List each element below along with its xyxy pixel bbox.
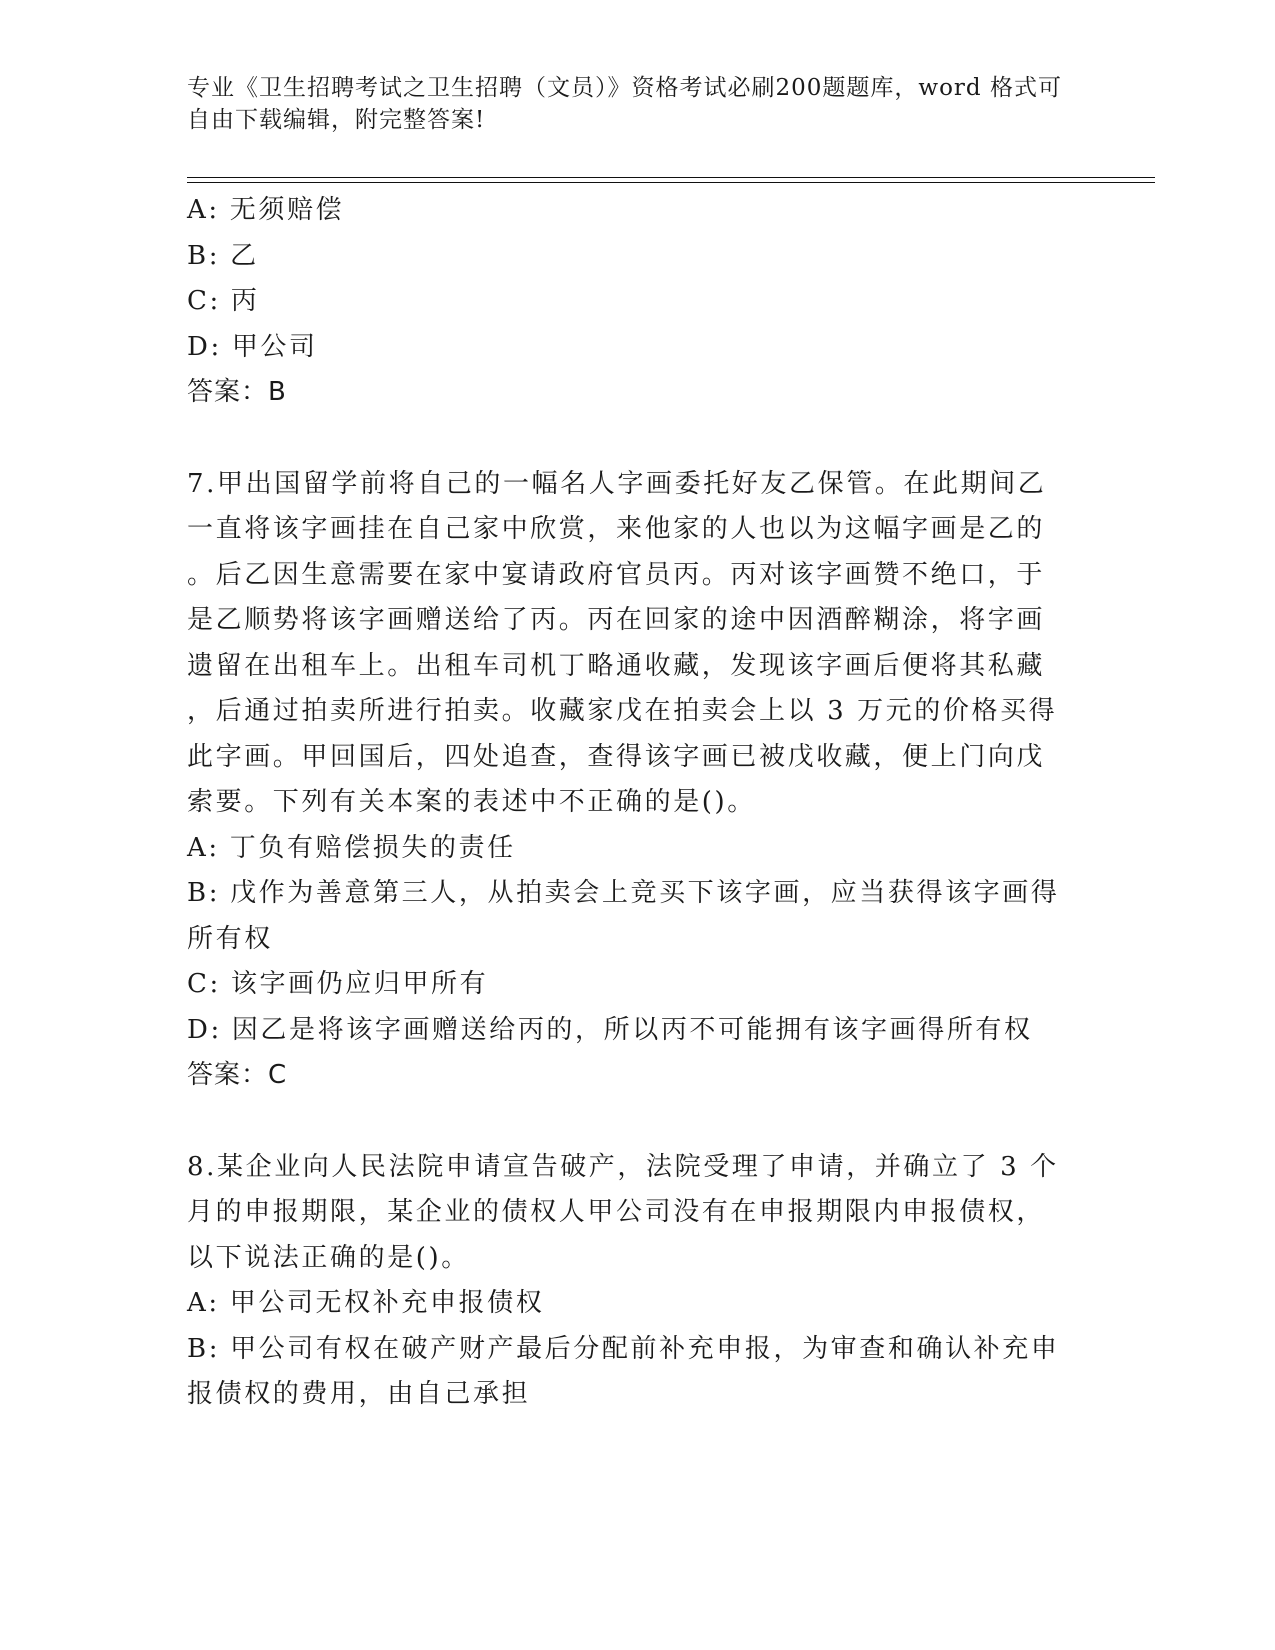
question-8 bbox=[187, 1145, 1077, 1418]
option-text: 甲公司 bbox=[231, 331, 318, 362]
header-rule-top bbox=[187, 177, 1155, 178]
option-label: A: bbox=[187, 1288, 220, 1318]
question-line: 是乙顺势将该字画赠送给了丙。丙在回家的途中因酒醉糊涂，将字画 bbox=[187, 605, 1046, 635]
option-label: C: bbox=[187, 286, 221, 316]
option-b bbox=[187, 1327, 1077, 1418]
option-b bbox=[187, 234, 1077, 280]
question-line: 一直将该字画挂在自己家中欣赏，来他家的人也以为这幅字画是乙的 bbox=[187, 514, 1046, 544]
question-6-options bbox=[187, 188, 1077, 416]
option-text: 戊作为善意第三人，从拍卖会上竞买下该字画，应当获得该字画得所有权 bbox=[187, 878, 1060, 954]
option-text: 该字画仍应归甲所有 bbox=[230, 969, 489, 999]
option-label: D: bbox=[187, 1014, 222, 1045]
option-c bbox=[187, 279, 1077, 325]
question-line: 。后乙因生意需要在家中宴请政府官员丙。丙对该字画赞不绝口，于 bbox=[187, 559, 1046, 590]
document-header bbox=[187, 72, 1067, 136]
option-c bbox=[187, 962, 1077, 1008]
option-label: A: bbox=[187, 195, 220, 225]
question-line: 遗留在出租车上。出租车司机丁略通收藏，发现该字画后便将其私藏 bbox=[187, 650, 1046, 681]
question-line: 8.某企业向人民法院申请宣告破产，法院受理了申请，并确立了 3 个 bbox=[187, 1151, 1059, 1182]
header-text: 专业《卫生招聘考试之卫生招聘（文员）》资格考试必刷200题题库，word 格式可自由下载编辑，附完整答案! bbox=[187, 75, 1062, 133]
option-d bbox=[187, 1008, 1077, 1054]
option-a bbox=[187, 1281, 1077, 1327]
header-rule-bottom bbox=[187, 182, 1155, 183]
question-line: 此字画。甲回国后，四处追查，查得该字画已被戊收藏，便上门向戊 bbox=[187, 741, 1046, 772]
option-label: B: bbox=[187, 240, 221, 271]
option-text: 因乙是将该字画赠送给丙的，所以丙不可能拥有该字画得所有权 bbox=[231, 1014, 1033, 1045]
option-text: 无须赔偿 bbox=[229, 195, 345, 225]
option-label: D: bbox=[187, 331, 222, 362]
option-text: 甲公司有权在破产财产最后分配前补充申报，为审查和确认补充申报债权的费用，由自己承担 bbox=[187, 1333, 1060, 1409]
answer-line: 答案：B bbox=[187, 377, 287, 407]
option-a bbox=[187, 188, 1077, 234]
spacer bbox=[187, 416, 1077, 462]
question-line: 以下说法正确的是()。 bbox=[187, 1242, 470, 1273]
question-7 bbox=[187, 462, 1077, 1099]
option-d bbox=[187, 325, 1077, 371]
option-text: 丁负有赔偿损失的责任 bbox=[229, 832, 516, 863]
option-text: 甲公司无权补充申报债权 bbox=[229, 1288, 545, 1318]
question-line: ，后通过拍卖所进行拍卖。收藏家戊在拍卖会上以 3 万元的价格买得 bbox=[187, 696, 1058, 726]
question-line: 索要。下列有关本案的表述中不正确的是()。 bbox=[187, 787, 756, 817]
option-b bbox=[187, 871, 1077, 962]
spacer bbox=[187, 1099, 1077, 1145]
option-label: B: bbox=[187, 1333, 221, 1364]
option-label: A: bbox=[187, 832, 220, 863]
option-a bbox=[187, 826, 1077, 872]
question-line: 月的申报期限，某企业的债权人甲公司没有在申报期限内申报债权， bbox=[187, 1197, 1046, 1227]
answer-line: 答案：C bbox=[187, 1060, 288, 1090]
question-line: 7.甲出国留学前将自己的一幅名人字画委托好友乙保管。在此期间乙 bbox=[187, 468, 1047, 499]
option-label: C: bbox=[187, 969, 221, 999]
option-text: 丙 bbox=[230, 286, 260, 316]
option-label: B: bbox=[187, 878, 221, 908]
document-body bbox=[187, 188, 1077, 1418]
option-text: 乙 bbox=[230, 240, 259, 271]
